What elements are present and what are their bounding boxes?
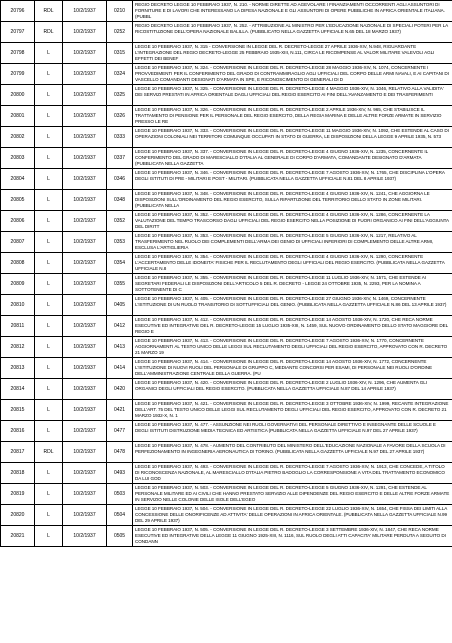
act-type-cell: L xyxy=(35,253,63,274)
act-description-cell: LEGGE 10 FEBBRAIO 1937, N. 355. - CONVERSIONE IN LEGGE DEL R. DECRETO-LEGGE 11 LUGLIO 1936-XIV, N. 1571, CHE ESTENDE AI SEGRETARI FEDERALI LE DISPOSIZIONI DELL'ARTICOLO 5 DEL R. DECRETO - LEGGE 24 OTTOBRE 1935, N. 2293, PER LA NOMINA A SOTTOTENENTE DI C xyxy=(133,274,452,295)
act-type-cell: RDL xyxy=(35,1,63,22)
act-type-cell: L xyxy=(35,337,63,358)
record-number-cell: 20798 xyxy=(1,43,35,64)
act-date-cell: 10/2/1937 xyxy=(63,274,107,295)
act-date-cell: 10/2/1937 xyxy=(63,505,107,526)
act-date-cell: 10/2/1937 xyxy=(63,232,107,253)
record-number-cell: 20805 xyxy=(1,190,35,211)
act-date-cell: 10/2/1937 xyxy=(63,43,107,64)
act-date-cell: 10/2/1937 xyxy=(63,64,107,85)
legislation-table-body xyxy=(1,1,452,547)
table-row xyxy=(1,148,452,169)
table-row xyxy=(1,463,452,484)
act-code-cell: 0353 xyxy=(107,232,133,253)
act-date-cell: 10/2/1937 xyxy=(63,22,107,43)
act-date-cell: 10/2/1937 xyxy=(63,127,107,148)
act-description-cell: LEGGE 10 FEBBRAIO 1937, N. 354. - CONVERSIONE IN LEGGE DEL R. DECRETO-LEGGE 4 GIUGNO 1936-XIV, N. 1290, CONCERNENTE L'ACCERTAMENTO DELLE IDONEITA' FISICHE PER IL RECLUTAMENTO DEGLI UFFICIALI DEL REGIO ESERCITO. (PUBBLICATA NELLA GAZZETTA UFFICIALE N.8 xyxy=(133,253,452,274)
act-code-cell: 0252 xyxy=(107,22,133,43)
act-date-cell: 10/2/1937 xyxy=(63,526,107,547)
act-code-cell: 0477 xyxy=(107,421,133,442)
act-type-cell: RDL xyxy=(35,442,63,463)
act-type-cell: L xyxy=(35,421,63,442)
act-date-cell: 10/2/1937 xyxy=(63,85,107,106)
act-code-cell: 0493 xyxy=(107,463,133,484)
act-code-cell: 0326 xyxy=(107,106,133,127)
act-date-cell: 10/2/1937 xyxy=(63,421,107,442)
act-code-cell: 0421 xyxy=(107,400,133,421)
record-number-cell: 20819 xyxy=(1,484,35,505)
act-code-cell: 0412 xyxy=(107,316,133,337)
table-row xyxy=(1,85,452,106)
table-row xyxy=(1,421,452,442)
act-code-cell: 0504 xyxy=(107,505,133,526)
table-row xyxy=(1,190,452,211)
record-number-cell: 20801 xyxy=(1,106,35,127)
act-code-cell: 0324 xyxy=(107,64,133,85)
act-type-cell: L xyxy=(35,232,63,253)
table-row xyxy=(1,64,452,85)
act-code-cell: 0420 xyxy=(107,379,133,400)
record-number-cell: 20799 xyxy=(1,64,35,85)
record-number-cell: 20813 xyxy=(1,358,35,379)
table-row xyxy=(1,253,452,274)
table-row xyxy=(1,43,452,64)
table-row xyxy=(1,295,452,316)
act-date-cell: 10/2/1937 xyxy=(63,1,107,22)
act-date-cell: 10/2/1937 xyxy=(63,211,107,232)
act-type-cell: L xyxy=(35,127,63,148)
table-row xyxy=(1,337,452,358)
act-code-cell: 0337 xyxy=(107,148,133,169)
act-code-cell: 0354 xyxy=(107,253,133,274)
act-description-cell: LEGGE 10 FEBBRAIO 1937, N. 477. - ASSUNZIONE NEI RUOLI GOVERNATIVI DEL PERSONALE DIRETTIVO E INSEGNANTE DELLE SCUOLE E DEGLI ISTITUTI DISTRUZIONE MEDIA TECNICA ED ARTISTICA (PUBBLICATA NELLA GAZZETTA UFFICIALE N.97 DEL 27 APRILE 1937) xyxy=(133,421,452,442)
act-description-cell: LEGGE 10 FEBBRAIO 1937, N. 324. - CONVERSIONE IN LEGGE DEL R. DECRETO-LEGGE 28 MAGGIO 1936-XIV, N. 1074, CONCERNENTE I PROVVEDIMENTI PER IL CONFERIMENTO DEL GRADO DI CONTRAMMIRAGLIO AGLI UFFICIALI DEL CORPO DELLE ARMI NAVALI, E AI CAPITANI DI VASCELLO COMANDANTI DESIGNATI D'ARMATA IN SPE, E RICONOSCIMENTO DI GENERALI DI D xyxy=(133,64,452,85)
record-number-cell: 20821 xyxy=(1,526,35,547)
act-code-cell: 0503 xyxy=(107,484,133,505)
act-description-cell: LEGGE 10 FEBBRAIO 1937, N. 478. - AUMENTO DEL CONTRIBUTO DEL MINISTERO DELL'EDUCAZIONE NAZIONALE A FAVORE DELLA SCUOLA DI PERFEZIONAMENTO IN INGEGNERIA AERONAUTICA DI TORINO. (PUBBLICATA NELLA GAZZETTA UFFICIALE N.97 DEL 27 APRILE 1937) xyxy=(133,442,452,463)
act-date-cell: 10/2/1937 xyxy=(63,484,107,505)
act-date-cell: 10/2/1937 xyxy=(63,316,107,337)
act-type-cell: L xyxy=(35,64,63,85)
table-row xyxy=(1,1,452,22)
act-description-cell: LEGGE 10 FEBBRAIO 1937, N. 413. - CONVERSIONE IN LEGGE DEL R. DECRETO-LEGGE 7 AGOSTO 1936-XIV, N. 1770, CONCERNENTE AGGIORNAMENTI AL TESTO UNICO DELLE LEGGI SUL RECLUTAMENTO DEGLI UFFICIALI DEL REGIO ESERCITO, APPROVATO CON R. DECRETO 21 MARZO 19 xyxy=(133,337,452,358)
table-row xyxy=(1,442,452,463)
act-code-cell: 0355 xyxy=(107,274,133,295)
act-date-cell: 10/2/1937 xyxy=(63,106,107,127)
act-type-cell: L xyxy=(35,400,63,421)
act-description-cell: LEGGE 10 FEBBRAIO 1937, N. 420. - CONVERSIONE IN LEGGE DEL R. DECRETO-LEGGE 2 LUGLIO 1936-XIV, N. 1296, CHE AUMENTA GLI ORGANICI DEGLI UFFICIALI DEL REGIO ESERCITO. (PUBBLICATA NELLA GAZZETTA UFFICIALE N.87 DEL 14 APRILE 1937) xyxy=(133,379,452,400)
table-row xyxy=(1,484,452,505)
act-type-cell: L xyxy=(35,211,63,232)
record-number-cell: 20802 xyxy=(1,127,35,148)
act-date-cell: 10/2/1937 xyxy=(63,463,107,484)
record-number-cell: 20806 xyxy=(1,211,35,232)
act-type-cell: L xyxy=(35,106,63,127)
act-code-cell: 0210 xyxy=(107,1,133,22)
table-row xyxy=(1,106,452,127)
act-description-cell: LEGGE 10 FEBBRAIO 1937, N. 504. - CONVERSIONE IN LEGGE DEL R. DECRETO-LEGGE 22 LUGLIO 1936-XIV, N. 1654, CHE FISSA DEI LIMITI ALLA CONCESSIONE DELLE ONORIFICENZE AD ATTIVITA' DELLE OPERAZIONI IN AFRICA ORIENTALE. (PUBBLICATA NELLA GAZZETTA UFFICIALE N.99 DEL 29 APRILE 1937) xyxy=(133,505,452,526)
act-description-cell: LEGGE 10 FEBBRAIO 1937, N. 505. - CONVERSIONE IN LEGGE DEL R. DECRETO-LEGGE 3 SETTEMBRE 1936-XIV, N. 1847, CHE RECA NORME ESECUTIVE ED INTEGRATIVE DELLA LEGGE 11 GIUGNO 1925-XIII, N. 1116, SUL RUOLO DEGLI ATTI CAPACITA' MILITARE PERDUTA A SEGUITO DI CONDANN xyxy=(133,526,452,547)
act-description-cell: LEGGE 10 FEBBRAIO 1937, N. 326. - CONVERSIONE IN LEGGE DEL R. DECRETO-LEGGE 2 APRILE 1936-XIV, N. 965, CHE STABILISCE IL TRATTAMENTO DI PENSIONE PER IL PERSONALE DEL REGIO ESERCITO, DELLA REGIA MARINA E DELLE ALTRE FORZE ARMATE IN SERVIZIO PRESSO LE RE xyxy=(133,106,452,127)
act-type-cell: L xyxy=(35,463,63,484)
act-description-cell: LEGGE 10 FEBBRAIO 1937, N. 346. - CONVERSIONE IN LEGGE DEL R. DECRETO-LEGGE 7 AGOSTO 1936-XIV, N. 1765, CHE DISCIPLINA L'OPERA DEGLI ISTITUTI DI PRE - MILITARI E POST - MILITARI. (PUBBLICATA NELLA GAZZETTA UFFICIALE N.81 DEL 8 APRILE 1937) xyxy=(133,169,452,190)
act-date-cell: 10/2/1937 xyxy=(63,253,107,274)
act-description-cell: LEGGE 10 FEBBRAIO 1937, N. 352. - CONVERSIONE IN LEGGE DEL R. DECRETO-LEGGE 4 GIUGNO 1936-XIV, N. 1286, CONCERNENTE LA VALUTAZIONE DEL TEMPO TRASCORSO DAGLI UFFICIALI DEL REGIO ESERCITO NELLA POSIZIONE DI FUORI ORGANICO AI FINI DELL'AGGIUNTA DEL DIRITT xyxy=(133,211,452,232)
record-number-cell: 20820 xyxy=(1,505,35,526)
act-date-cell: 10/2/1937 xyxy=(63,295,107,316)
act-type-cell: L xyxy=(35,85,63,106)
act-type-cell: L xyxy=(35,505,63,526)
record-number-cell: 20812 xyxy=(1,337,35,358)
act-description-cell: LEGGE 10 FEBBRAIO 1937, N. 315 - CONVERSIONE IN LEGGE DEL R. DECRETO-LEGGE 27 APRILE 1936-XIV, N.948, RIGUARDANTE L'INTEGRAZIONE DEL REGIO DECRETO-LEGGE 25 FEBBRAIO 1935-XIII, N.111, CIRCA LE RICOMPENSE AL VALOR MILITARE VALEVOLI AGLI EFFETTI DEI BENEF xyxy=(133,43,452,64)
act-code-cell: 0478 xyxy=(107,442,133,463)
act-code-cell: 0346 xyxy=(107,169,133,190)
act-type-cell: L xyxy=(35,316,63,337)
act-code-cell: 0348 xyxy=(107,190,133,211)
act-code-cell: 0352 xyxy=(107,211,133,232)
act-description-cell: LEGGE 10 FEBBRAIO 1937, N. 421. - CONVERSIONE IN LEGGE DEL R. DECRETO-LEGGE 3 OTTOBRE 1936-XIV, N. 1999, RECANTE INTEGRAZIONE DELL'ART. 75 DEL TESTO UNICO DELLE LEGGI SUL RECLUTAMENTO DEGLI UFFICIALI DEL REGIO ESERCITO, APPROVATO CON R. DECRETO 21 MARZO 1932-X, N. 1 xyxy=(133,400,452,421)
record-number-cell: 20816 xyxy=(1,421,35,442)
act-type-cell: L xyxy=(35,484,63,505)
act-code-cell: 0414 xyxy=(107,358,133,379)
act-type-cell: L xyxy=(35,358,63,379)
table-row xyxy=(1,127,452,148)
act-type-cell: L xyxy=(35,295,63,316)
record-number-cell: 20796 xyxy=(1,1,35,22)
act-description-cell: LEGGE 10 FEBBRAIO 1937, N. 333. - CONVERSIONE IN LEGGE DEL R. DECRETO-LEGGE 11 MAGGIO 1936-XIV, N. 1092, CHE ESTENDE AL CASO DI OPERAZIONI COLONIALI NEI TERRITORI COMUNQUE OCCUPATI IN STATO DI GUERRA, LE DISPOSIZIONI DELLA LEGGE 9 APRILE 1935, N. 573 xyxy=(133,127,452,148)
act-type-cell: L xyxy=(35,379,63,400)
act-date-cell: 10/2/1937 xyxy=(63,169,107,190)
record-number-cell: 20807 xyxy=(1,232,35,253)
table-row xyxy=(1,22,452,43)
record-number-cell: 20800 xyxy=(1,85,35,106)
act-description-cell: LEGGE 10 FEBBRAIO 1937, N. 337. - CONVERSIONE IN LEGGE DEL R. DECRETO-LEGGE 4 GIUGNO 1936-XIV, N. 1235, CONCERNENTE IL CONFERIMENTO DEL GRADO DI MARESCIALLO D'ITALIA AL GENERALE DI CORPO D'ARMATA, COMANDANTE DESIGNATO D'ARMATA (PUBBLICATA NELLA GAZZETTA xyxy=(133,148,452,169)
table-row xyxy=(1,274,452,295)
table-row xyxy=(1,169,452,190)
act-date-cell: 10/2/1937 xyxy=(63,358,107,379)
record-number-cell: 20818 xyxy=(1,463,35,484)
act-description-cell: LEGGE 10 FEBBRAIO 1937, N. 325. - CONVERSIONE IN LEGGE DEL R. DECRETO-LEGGE 4 MAGGIO 1936-XIV, N. 1046, RELATIVO ALLA VALIDITA' DEI SERVIZI PRESTATI IN AFRICA ORIENTALE DAGLI UFFICIALI DEL REGIO ESERCITO AI FINI DELL'AVANZAMENTO E DEI TRASFERIMENTI xyxy=(133,85,452,106)
table-row xyxy=(1,358,452,379)
table-row xyxy=(1,316,452,337)
table-row xyxy=(1,211,452,232)
record-number-cell: 20815 xyxy=(1,400,35,421)
act-date-cell: 10/2/1937 xyxy=(63,148,107,169)
act-code-cell: 0333 xyxy=(107,127,133,148)
act-type-cell: L xyxy=(35,43,63,64)
act-date-cell: 10/2/1937 xyxy=(63,337,107,358)
act-description-cell: LEGGE 10 FEBBRAIO 1937, N. 414. - CONVERSIONE IN LEGGE DEL R. DECRETO-LEGGE 14 AGOSTO 1936-XIV, N. 1772, CONCERNENTE L'ISTITUZIONE DI NUOVI RUOLI DEL PERSONALE DI GRUPPO C, MEDIANTE CONCORSI PER ESAMI, DI PERSONALE NEI RUOLI D'ORDINE DELL'AMMINISTRAZIONE CENTRALE DELLA GUERRA. (PU xyxy=(133,358,452,379)
act-description-cell: REGIO DECRETO LEGGE 10 FEBBRAIO 1937, N. 252. - ATTRIBUZIONE AL MINISTRO PER L'EDUCAZIONE NAZIONALE DI SPECIALI POTERI PER LA RICOSTITUZIONE DELL'OPERA NAZIONALE BALILLA. (PUBBLICATO NELLA GAZZETTA UFFICIALE N.65 DEL 18 MARZO 1937) xyxy=(133,22,452,43)
act-description-cell: LEGGE 10 FEBBRAIO 1937, N. 348. - CONVERSIONE IN LEGGE DEL R. DECRETO-LEGGE 4 GIUGNO 1936-XIV, N. 1241, CHE AGGIORNA LE DISPOSIZIONI SULL'ORDINAMENTO DEL REGIO ESERCITO, SULLA RIPARTIZIONE DEL TERRITORIO DELLO STATO IN ZONE MILITARI. (PUBBLICATA NELLA xyxy=(133,190,452,211)
act-type-cell: L xyxy=(35,274,63,295)
act-code-cell: 0505 xyxy=(107,526,133,547)
table-row xyxy=(1,400,452,421)
table-row xyxy=(1,505,452,526)
record-number-cell: 20808 xyxy=(1,253,35,274)
act-type-cell: L xyxy=(35,526,63,547)
act-date-cell: 10/2/1937 xyxy=(63,442,107,463)
act-description-cell: REGIO DECRETO LEGGE 10 FEBBRAIO 1937, N. 210. - NORME DIRETTE AD AGEVOLARE I FINANZIAMENTI OCCORRENTI AGLI ASSUNTORI DI FORNITURE E DI LAVORI CHE INTERESSANO LA DIFESA NAZIONALE E GLI ASSUNTORI DI OPERE PUBBLICHE IN AFRICA ORIENTALE ITALIANA. (PUBBL xyxy=(133,1,452,22)
act-description-cell: LEGGE 10 FEBBRAIO 1937, N. 412. - CONVERSIONE IN LEGGE DEL R. DECRETO-LEGGE 14 AGOSTO 1936-XIV, N. 1720, CHE RECA NORME ESECUTIVE ED INTEGRATIVE DEL R. DECRETO-LEGGE 15 LUGLIO 1935-XIII, N. 1459, SUL NUOVO ORDINAMENTO DELLO STATO MAGGIORE DEL REGIO E xyxy=(133,316,452,337)
record-number-cell: 20810 xyxy=(1,295,35,316)
act-type-cell: L xyxy=(35,148,63,169)
act-date-cell: 10/2/1937 xyxy=(63,190,107,211)
act-description-cell: LEGGE 10 FEBBRAIO 1937, N. 353. - CONVERSIONE IN LEGGE DEL R. DECRETO-LEGGE 5 GIUGNO 1936-XIV, N. 1217, RELATIVO AL TRASFERIMENTO NEL RUOLO DEI COMPLEMENTI DELL'ARMA DEI GENIO DI UFFICIALI INFERIORI DI COMPLEMENTO DELLE ALTRE ARMI, ESCLUSA L'ARTIGLIERIA xyxy=(133,232,452,253)
act-date-cell: 10/2/1937 xyxy=(63,379,107,400)
record-number-cell: 20809 xyxy=(1,274,35,295)
act-code-cell: 0405 xyxy=(107,295,133,316)
record-number-cell: 20804 xyxy=(1,169,35,190)
act-code-cell: 0413 xyxy=(107,337,133,358)
act-code-cell: 0325 xyxy=(107,85,133,106)
record-number-cell: 20814 xyxy=(1,379,35,400)
act-date-cell: 10/2/1937 xyxy=(63,400,107,421)
act-type-cell: L xyxy=(35,190,63,211)
record-number-cell: 20817 xyxy=(1,442,35,463)
act-description-cell: LEGGE 10 FEBBRAIO 1937, N. 405. - CONVERSIONE IN LEGGE DEL R. DECRETO-LEGGE 27 GIUGNO 1936-XIV, N. 1469, CONCERNENTE L'ISTITUZIONE DI UN RUOLO TRANSITORIO DI SOTTUFFICIALI DEL GENIO. (PUBBLICATA NELLA GAZZETTA UFFICIALE N.86 DEL 13 APRILE 1937) xyxy=(133,295,452,316)
act-type-cell: L xyxy=(35,169,63,190)
record-number-cell: 20803 xyxy=(1,148,35,169)
record-number-cell: 20797 xyxy=(1,22,35,43)
act-description-cell: LEGGE 10 FEBBRAIO 1937, N. 503. - CONVERSIONE IN LEGGE DEL R. DECRETO-LEGGE 5 GIUGNO 1936-XIV, N. 1291, CHE ESTENDE AL PERSONALE MILITARE ED AI CIVILI CHE HANNO PRESTATO SERVIZIO ALLE DIPENDENZE DEL REGIO ESERCITO E DELLE ALTRE FORZE ARMATE IN SERVIZIO NELLE COLONIE DELLE ISOLE DELL'EGEO xyxy=(133,484,452,505)
table-row xyxy=(1,379,452,400)
act-code-cell: 0315 xyxy=(107,43,133,64)
table-row xyxy=(1,526,452,547)
record-number-cell: 20811 xyxy=(1,316,35,337)
table-row xyxy=(1,232,452,253)
act-description-cell: LEGGE 10 FEBBRAIO 1937, N. 493. - CONVERSIONE IN LEGGE DEL R. DECRETO-LEGGE 7 AGOSTO 1936-XIV, N. 1913, CHE CONCEDE, A TITOLO DI RICONOSCENZA NAZIONALE, AL MARESCIALLO D'ITALIA PIETRO BADOGLIO LA CORRESPONSIONE A VITA DEL TRATTAMENTO ECONOMICO DA LUI GOD xyxy=(133,463,452,484)
act-type-cell: RDL xyxy=(35,22,63,43)
